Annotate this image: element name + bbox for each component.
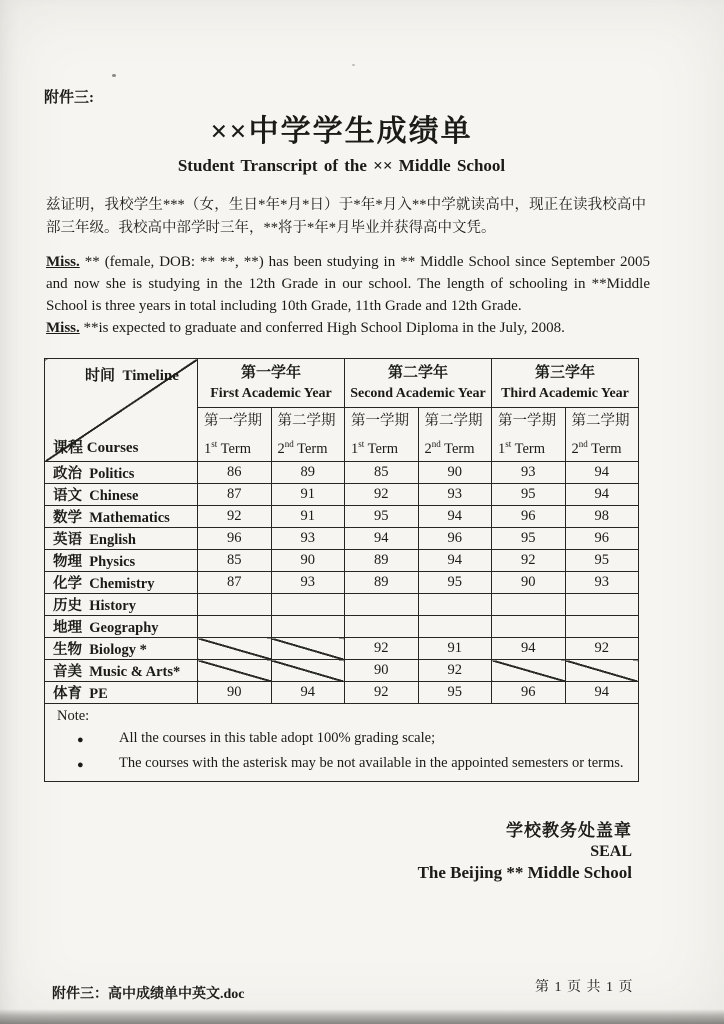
year-1-en: First Academic Year <box>210 386 332 401</box>
score-cell: 87 <box>198 484 272 506</box>
seal-line-school: The Beijing ** Middle School <box>417 863 632 882</box>
term-5-sup: st <box>505 439 512 450</box>
document-title: ××中学学生成绩单 <box>210 115 473 148</box>
term-header-5 <box>492 408 566 462</box>
score-cell: 95 <box>418 572 492 594</box>
score-cell: 98 <box>565 506 639 528</box>
term-6-sup: nd <box>578 439 588 450</box>
score-cell: 90 <box>271 550 345 572</box>
english-paragraph-1 <box>46 251 650 317</box>
term-3-word: Term <box>364 440 399 457</box>
term-2-num: 2 <box>277 440 285 457</box>
score-cell: 86 <box>198 462 272 484</box>
score-cell: 90 <box>198 682 272 704</box>
year-header-3 <box>492 359 639 408</box>
corner-courses-label: 课程 Courses <box>53 440 139 456</box>
document-subtitle: Student Transcript of the ×× Middle School <box>177 156 506 175</box>
note-item-2-text: The courses with the asterisk may be not available in the appointed semesters or terms. <box>119 755 624 771</box>
seal-line-chinese: 学校教务处盖章 <box>506 821 632 840</box>
course-label <box>45 550 198 572</box>
score-cell <box>565 594 639 616</box>
term-4-sup: nd <box>431 439 441 450</box>
score-cell <box>198 594 272 616</box>
term-4-word: Term <box>440 440 475 457</box>
score-cell: 91 <box>271 506 345 528</box>
year-header-1 <box>198 359 345 408</box>
term-1-num: 1 <box>204 440 212 457</box>
course-label <box>45 506 198 528</box>
term-6-cn: 第二学期 <box>571 413 630 430</box>
score-cell <box>492 660 566 682</box>
seal-line-seal: SEAL <box>590 843 632 860</box>
course-label-text: 数学 Mathematics <box>53 510 170 526</box>
score-cell <box>198 616 272 638</box>
note-title: Note: <box>57 708 90 724</box>
course-label-text: 物理 Physics <box>53 554 136 570</box>
score-cell <box>198 638 272 660</box>
table-row-chinese <box>45 484 639 506</box>
corner-timeline-label: 时间 Timeline <box>85 368 179 384</box>
term-6-word: Term <box>587 440 622 457</box>
score-cell <box>271 616 345 638</box>
score-cell: 94 <box>565 484 639 506</box>
course-label <box>45 572 198 594</box>
score-cell: 94 <box>418 506 492 528</box>
score-cell: 92 <box>345 682 419 704</box>
score-cell <box>565 616 639 638</box>
score-cell: 92 <box>565 638 639 660</box>
term-header-3 <box>345 408 419 462</box>
year-2-en: Second Academic Year <box>350 386 486 401</box>
transcript-table <box>44 358 639 782</box>
year-3-en: Third Academic Year <box>501 386 629 401</box>
score-cell: 94 <box>345 528 419 550</box>
score-cell <box>418 594 492 616</box>
table-row-geography <box>45 616 639 638</box>
term-2-word: Term <box>293 440 328 457</box>
table-row-music-arts <box>45 660 639 682</box>
year-2-cn: 第二学年 <box>387 365 448 381</box>
year-header-2 <box>345 359 492 408</box>
term-4-num: 2 <box>424 440 432 457</box>
term-2-cn: 第二学期 <box>277 413 336 430</box>
term-1-sup: st <box>211 439 218 450</box>
score-cell <box>271 638 345 660</box>
score-cell: 92 <box>345 484 419 506</box>
score-cell <box>271 594 345 616</box>
score-cell: 95 <box>565 550 639 572</box>
english-paragraph-1-text: ** (female, DOB: ** **, **) has been studying in ** Middle School since September 2005 and now she is studying in the 12th Grade in our school. The length of schooling in **Middle School is three years in total including 10th Grade, 11th Grade and 12th Grade. <box>46 254 650 314</box>
note-item-1-text: All the courses in this table adopt 100% grading scale; <box>119 730 436 746</box>
score-cell: 89 <box>271 462 345 484</box>
course-label-text: 英语 English <box>53 532 136 548</box>
term-5-word: Term <box>511 440 546 457</box>
term-1-word: Term <box>217 440 252 457</box>
term-3-cn: 第一学期 <box>351 413 409 430</box>
course-label <box>45 462 198 484</box>
score-cell: 90 <box>418 462 492 484</box>
term-3-en <box>351 433 418 460</box>
score-cell: 90 <box>492 572 566 594</box>
score-cell: 90 <box>345 660 419 682</box>
score-cell: 96 <box>565 528 639 550</box>
term-3-sup: st <box>358 439 365 450</box>
score-cell: 92 <box>345 638 419 660</box>
score-cell <box>565 660 639 682</box>
score-cell: 96 <box>198 528 272 550</box>
term-6-num: 2 <box>571 440 579 457</box>
note-cell <box>45 704 639 782</box>
term-6-en <box>572 433 639 460</box>
footer-filename: 附件三：高中成绩单中英文.doc <box>52 987 245 1002</box>
score-cell: 93 <box>565 572 639 594</box>
note-item-2 <box>57 755 628 775</box>
score-cell <box>492 594 566 616</box>
header-row-years <box>45 359 639 408</box>
course-label <box>45 682 198 704</box>
term-5-num: 1 <box>498 440 506 457</box>
term-2-sup: nd <box>284 439 294 450</box>
score-cell: 94 <box>271 682 345 704</box>
course-label-text: 体育 PE <box>53 686 108 702</box>
score-cell: 93 <box>271 572 345 594</box>
score-cell: 93 <box>418 484 492 506</box>
term-2-en <box>278 433 345 460</box>
english-paragraph-2-text: **is expected to graduate and conferred High School Diploma in the July, 2008. <box>79 320 565 336</box>
seal-block <box>418 820 632 883</box>
score-cell <box>418 616 492 638</box>
miss-lead-2: Miss. <box>46 320 80 336</box>
corner-header-cell <box>45 359 198 462</box>
score-cell: 96 <box>418 528 492 550</box>
intro-paragraph-english <box>46 251 650 339</box>
term-header-6 <box>565 408 639 462</box>
score-cell <box>271 660 345 682</box>
score-cell: 89 <box>345 550 419 572</box>
attachment-label: 附件三: <box>44 90 94 106</box>
score-cell: 96 <box>492 506 566 528</box>
year-1-cn: 第一学年 <box>240 365 301 381</box>
score-cell <box>198 660 272 682</box>
term-1-en <box>204 433 271 460</box>
english-paragraph-2 <box>46 317 650 339</box>
course-label <box>45 616 198 638</box>
course-label-text: 生物 Biology * <box>53 642 147 658</box>
intro-paragraph-chinese: 兹证明，我校学生***（女，生日*年*月*日）于*年*月入**中学就读高中，现正在读我校高中部三年级。我校高中部学时三年，**将于*年*月毕业并获得高中文凭。 <box>46 197 646 236</box>
score-cell: 93 <box>492 462 566 484</box>
table-row-english <box>45 528 639 550</box>
table-row-pe <box>45 682 639 704</box>
term-5-en <box>498 433 565 460</box>
scan-speck <box>352 64 355 66</box>
score-cell: 89 <box>345 572 419 594</box>
note-row <box>45 704 639 782</box>
miss-lead-1: Miss. <box>46 254 80 270</box>
score-cell: 94 <box>565 682 639 704</box>
score-cell: 92 <box>198 506 272 528</box>
score-cell: 94 <box>565 462 639 484</box>
term-3-num: 1 <box>351 440 359 457</box>
course-label-text: 地理 Geography <box>53 620 159 636</box>
term-header-1 <box>198 408 272 462</box>
score-cell: 91 <box>418 638 492 660</box>
score-cell: 85 <box>345 462 419 484</box>
course-label-text: 政治 Politics <box>53 466 135 482</box>
score-cell: 95 <box>492 484 566 506</box>
year-3-cn: 第三学年 <box>534 365 595 381</box>
course-label <box>45 484 198 506</box>
score-cell: 94 <box>492 638 566 660</box>
bullet-icon: ● <box>77 759 84 771</box>
score-cell: 96 <box>492 682 566 704</box>
score-cell <box>492 616 566 638</box>
table-row-physics <box>45 550 639 572</box>
course-label-text: 化学 Chemistry <box>53 576 155 592</box>
score-cell: 92 <box>492 550 566 572</box>
score-cell: 92 <box>418 660 492 682</box>
score-cell: 95 <box>492 528 566 550</box>
course-label-text: 音美 Music & Arts* <box>53 664 181 680</box>
table-row-politics <box>45 462 639 484</box>
score-cell: 91 <box>271 484 345 506</box>
course-label <box>45 594 198 616</box>
score-cell <box>345 594 419 616</box>
term-4-en <box>425 433 492 460</box>
term-1-cn: 第一学期 <box>204 413 262 430</box>
course-label <box>45 638 198 660</box>
course-label <box>45 528 198 550</box>
score-cell <box>345 616 419 638</box>
term-header-2 <box>271 408 345 462</box>
scan-edge-shadow <box>0 1009 724 1024</box>
term-4-cn: 第二学期 <box>424 413 483 430</box>
table-row-mathematics <box>45 506 639 528</box>
table-row-history <box>45 594 639 616</box>
scan-speck <box>112 74 116 77</box>
score-cell: 87 <box>198 572 272 594</box>
note-item-1 <box>57 730 628 750</box>
course-label-text: 语文 Chinese <box>53 488 139 504</box>
score-cell: 85 <box>198 550 272 572</box>
score-cell: 95 <box>345 506 419 528</box>
bullet-icon: ● <box>77 734 84 746</box>
score-cell: 94 <box>418 550 492 572</box>
table-row-chemistry <box>45 572 639 594</box>
term-5-cn: 第一学期 <box>498 413 556 430</box>
term-header-4 <box>418 408 492 462</box>
score-cell: 95 <box>418 682 492 704</box>
footer-page-number: 第 1 页 共 1 页 <box>535 980 634 995</box>
table-row-biology <box>45 638 639 660</box>
course-label-text: 历史 History <box>53 598 136 614</box>
score-cell: 93 <box>271 528 345 550</box>
course-label <box>45 660 198 682</box>
